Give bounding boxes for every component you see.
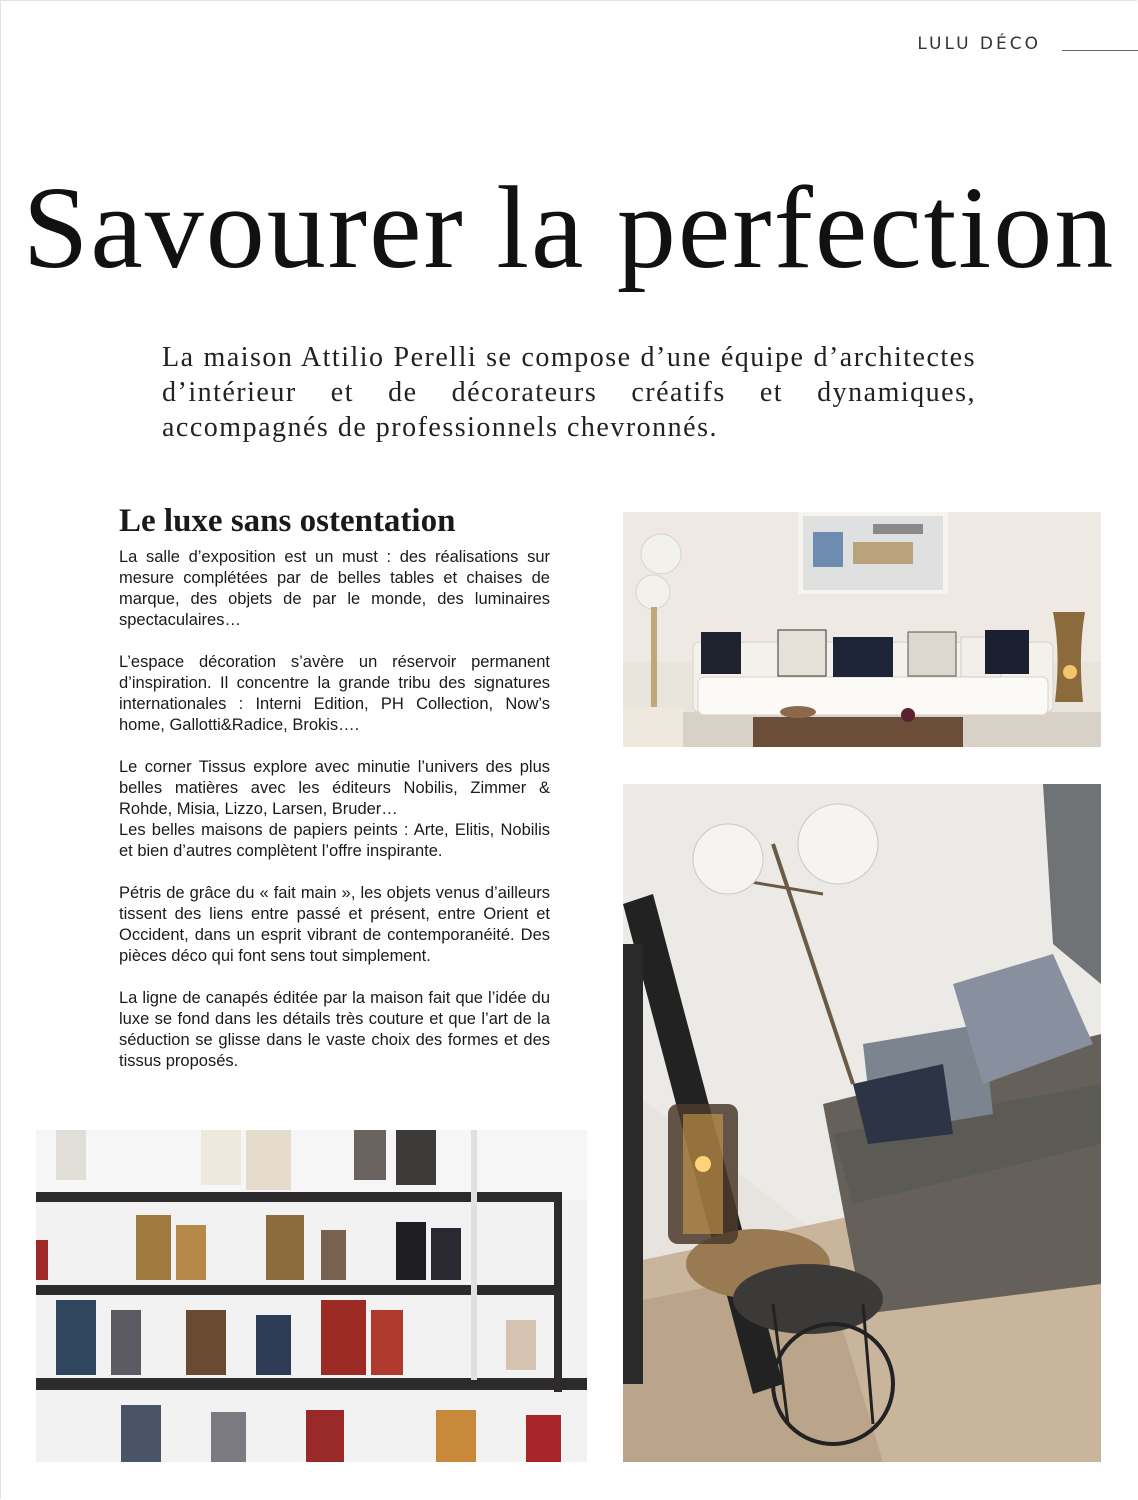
lead-paragraph: La maison Attilio Perelli se compose d’une équipe d’architectes d’intérieur et de décorateurs créatifs et dynamiques, accompagnés de professionnels chevronnés. (162, 342, 976, 443)
page-title: Savourer la perfection (22, 162, 1116, 293)
paragraph-handmade: Pétris de grâce du « fait main », les objets venus d’ailleurs tissent des liens entre passé et présent, entre Orient et Occident, dans un esprit vibrant de contemporanéité. Des pièces déco qui font sens tout simplement. (119, 884, 550, 965)
paragraph-sofas: La ligne de canapés éditée par la maison fait que l’idée du luxe se fond dans les détails très couture et que l’art de la séduction se glisse dans le vaste choix des formes et des tissus proposés. (119, 989, 550, 1070)
photo-candle-shelves (36, 1130, 587, 1462)
paragraph-showroom: La salle d’exposition est un must : des réalisations sur mesure complétées par de belles tables et chaises de marque, des objets de par le monde, des luminaires spectaculaires… (119, 548, 550, 629)
photo-living-room (623, 512, 1101, 747)
article-subheading: Le luxe sans ostentation (119, 503, 456, 539)
paragraph-fabrics: Le corner Tissus explore avec minutie l’univers des plus belles matières avec les éditeurs Nobilis, Zimmer & Rohde, Misia, Lizzo, Larsen, Bruder… (119, 758, 550, 818)
article-body (119, 547, 550, 1093)
paragraph-wallpapers: Les belles maisons de papiers peints : Arte, Elitis, Nobilis et bien d’autres complètent l’offre inspirante. (119, 821, 550, 860)
section-label: LULU DÉCO (917, 34, 1041, 54)
photo-lounge-corner (623, 784, 1101, 1462)
section-rule (1062, 50, 1138, 51)
paragraph-decoration: L’espace décoration s’avère un réservoir permanent d’inspiration. Il concentre la grande tribu des signatures internationales : Interni Edition, PH Collection, Now’s home, Gallotti&Radice, Brokis…. (119, 653, 550, 734)
